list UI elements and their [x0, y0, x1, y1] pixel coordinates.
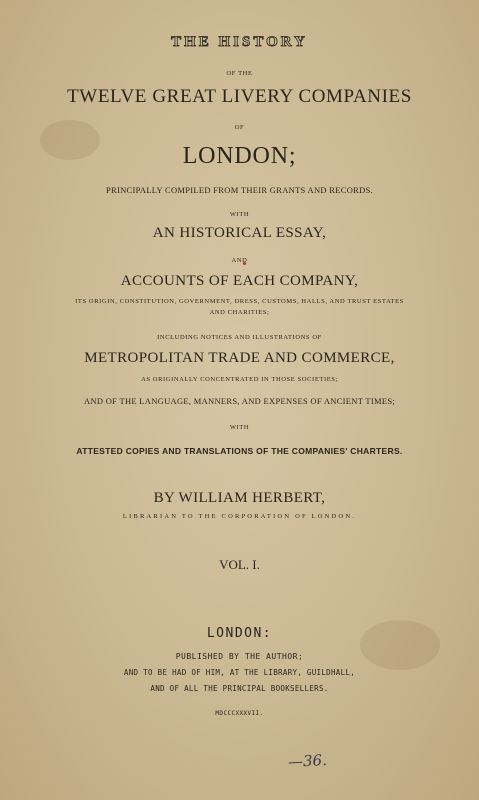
imprint-publisher: PUBLISHED BY THE AUTHOR;: [175, 652, 304, 661]
author-title: LIBRARIAN TO THE CORPORATION OF LONDON.: [122, 513, 357, 520]
book-title-ornamental: THE HISTORY: [171, 34, 308, 50]
imprint-london: LONDON:: [206, 626, 273, 641]
charters-line: ATTESTED COPIES AND TRANSLATIONS OF THE COMPANIES' CHARTERS.: [76, 446, 403, 456]
metropolitan-trade: METROPOLITAN TRADE AND COMMERCE,: [84, 350, 395, 366]
line-of-the: OF THE: [226, 70, 253, 77]
notices-line: INCLUDING NOTICES AND ILLUSTRATIONS OF: [157, 334, 322, 341]
handwritten-pencil-note: —36.: [287, 750, 328, 772]
imprint-date: MDCCCXXXVII.: [215, 710, 264, 717]
company-details-cont: AND CHARITIES;: [209, 309, 270, 316]
subtitle-compiled: PRINCIPALLY COMPILED FROM THEIR GRANTS AND RECORDS.: [105, 185, 374, 195]
language-manners-line: AND OF THE LANGUAGE, MANNERS, AND EXPENSES OF ANCIENT TIMES;: [83, 396, 396, 406]
imprint-address: AND TO BE HAD OF HIM, AT THE LIBRARY, GUILDHALL,: [123, 668, 356, 677]
line-and: AND: [231, 257, 248, 264]
title-london: LONDON;: [182, 143, 297, 169]
line-with-2: WITH: [229, 424, 250, 431]
concentrated-line: AS ORIGINALLY CONCENTRATED IN THOSE SOCIETIES;: [141, 376, 338, 383]
accounts-of-each-company: ACCOUNTS OF EACH COMPANY,: [120, 273, 359, 289]
author-line: BY WILLIAM HERBERT,: [153, 490, 326, 506]
line-of: OF: [234, 124, 245, 131]
volume-number: VOL. I.: [219, 557, 260, 572]
line-with: WITH: [229, 211, 250, 218]
historical-essay: AN HISTORICAL ESSAY,: [152, 225, 327, 241]
imprint-booksellers: AND OF ALL THE PRINCIPAL BOOKSELLERS.: [150, 684, 329, 693]
company-details: ITS ORIGIN, CONSTITUTION, GOVERNMENT, DRESS, CUSTOMS, HALLS, AND TRUST ESTATES: [75, 298, 404, 305]
main-title: TWELVE GREAT LIVERY COMPANIES: [67, 86, 412, 107]
